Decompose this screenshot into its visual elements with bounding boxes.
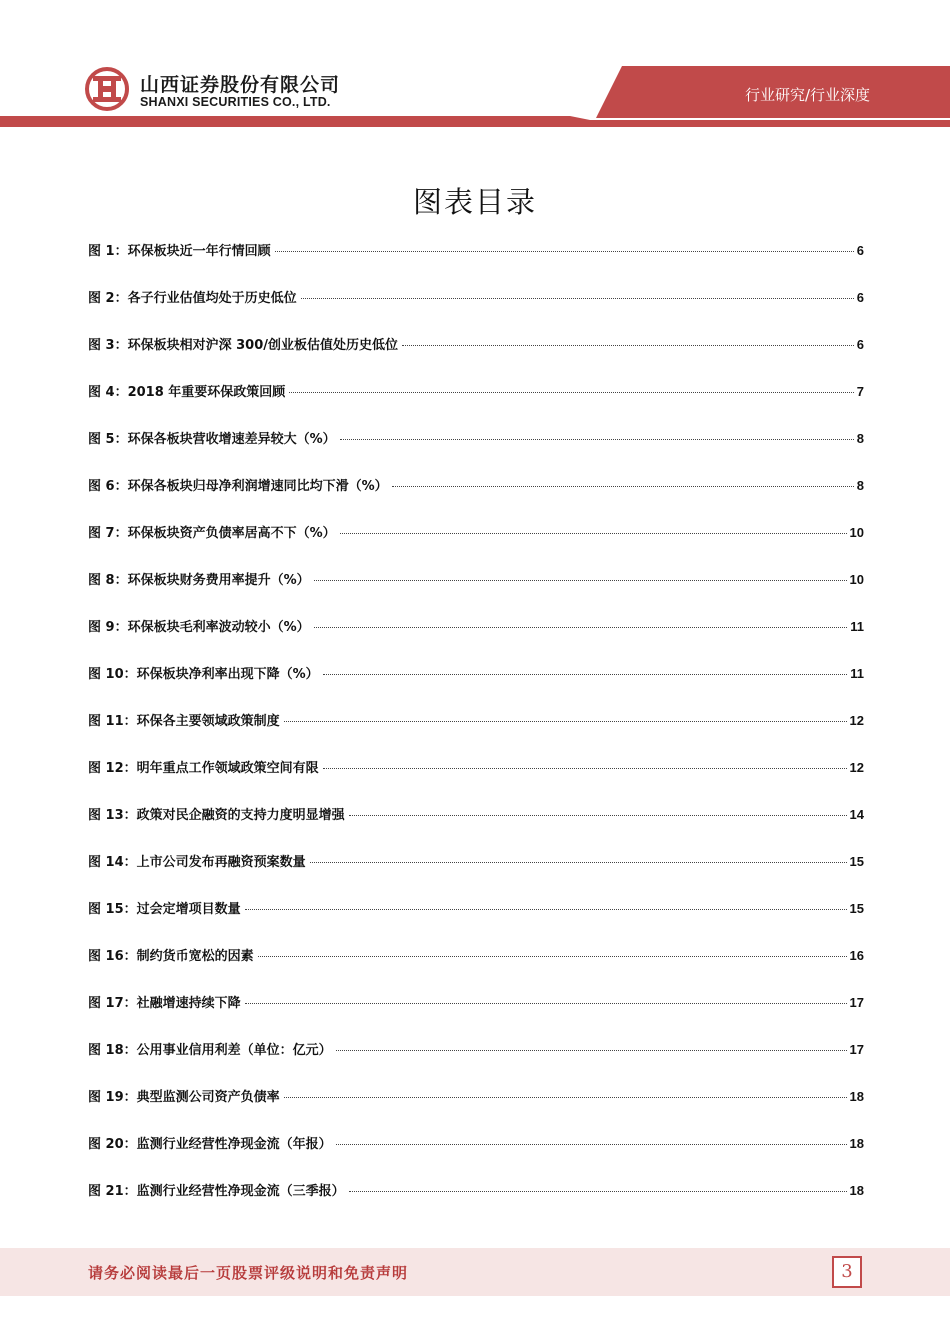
toc-entry-page: 16 xyxy=(849,948,864,963)
toc-entry-label: 图 13：政策对民企融资的支持力度明显增强 xyxy=(88,808,345,823)
toc-entry[interactable] xyxy=(88,287,864,334)
toc-entry-label: 图 8：环保板块财务费用率提升（%） xyxy=(88,573,310,588)
toc-leader-dots xyxy=(284,1097,847,1098)
toc-entry[interactable] xyxy=(88,381,864,428)
toc-entry[interactable] xyxy=(88,710,864,757)
toc-entry[interactable] xyxy=(88,334,864,381)
toc-entry-page: 15 xyxy=(849,854,864,869)
toc-entry-page: 10 xyxy=(849,525,864,540)
toc-entry[interactable] xyxy=(88,945,864,992)
toc-entry[interactable] xyxy=(88,240,864,287)
toc-entry[interactable] xyxy=(88,757,864,804)
toc-entry[interactable] xyxy=(88,851,864,898)
toc-leader-dots xyxy=(314,580,847,581)
toc-leader-dots xyxy=(314,627,848,628)
toc-leader-dots xyxy=(349,1191,847,1192)
toc-leader-dots xyxy=(289,392,853,393)
toc-entry-page: 6 xyxy=(856,337,864,352)
toc-leader-dots xyxy=(301,298,854,299)
toc-entry-page: 8 xyxy=(856,431,864,446)
disclaimer-text: 请务必阅读最后一页股票评级说明和免责声明 xyxy=(88,1264,409,1282)
toc-entry-page: 8 xyxy=(856,478,864,493)
toc-entry[interactable] xyxy=(88,616,864,663)
toc-entry-label: 图 10：环保板块净利率出现下降（%） xyxy=(88,667,319,682)
toc-entry-label: 图 15：过会定增项目数量 xyxy=(88,902,241,917)
toc-entry-page: 10 xyxy=(849,572,864,587)
toc-entry-page: 17 xyxy=(849,995,864,1010)
toc-entry-page: 18 xyxy=(849,1089,864,1104)
toc-leader-dots xyxy=(402,345,854,346)
toc-entry-page: 14 xyxy=(849,807,864,822)
toc-entry[interactable] xyxy=(88,522,864,569)
page-number: 3 xyxy=(832,1256,862,1288)
toc-entry-page: 12 xyxy=(849,760,864,775)
toc-entry-label: 图 5：环保各板块营收增速差异较大（%） xyxy=(88,432,336,447)
toc-entry-label: 图 7：环保板块资产负债率居高不下（%） xyxy=(88,526,336,541)
page-footer xyxy=(0,1248,950,1296)
toc-title: 图表目录 xyxy=(412,185,537,219)
page-header xyxy=(0,0,950,130)
toc-entry[interactable] xyxy=(88,1039,864,1086)
toc-entry-label: 图 18：公用事业信用利差（单位：亿元） xyxy=(88,1043,332,1058)
toc-leader-dots xyxy=(340,533,847,534)
toc-entry-page: 11 xyxy=(850,619,864,634)
toc-leader-dots xyxy=(349,815,847,816)
toc-leader-dots xyxy=(284,721,847,722)
header-band xyxy=(0,0,950,130)
toc-entry-page: 6 xyxy=(856,243,864,258)
toc-entry-label: 图 19：典型监测公司资产负债率 xyxy=(88,1090,280,1105)
toc-entry-label: 图 14：上市公司发布再融资预案数量 xyxy=(88,855,306,870)
toc-entry-label: 图 1：环保板块近一年行情回顾 xyxy=(88,244,271,259)
toc-entry[interactable] xyxy=(88,475,864,522)
toc-entry[interactable] xyxy=(88,804,864,851)
toc-entry-page: 15 xyxy=(849,901,864,916)
toc-leader-dots xyxy=(323,768,847,769)
toc-leader-dots xyxy=(258,956,847,957)
toc-leader-dots xyxy=(245,1003,847,1004)
toc-entry-label: 图 12：明年重点工作领域政策空间有限 xyxy=(88,761,319,776)
toc-leader-dots xyxy=(336,1050,847,1051)
toc-entry-page: 17 xyxy=(849,1042,864,1057)
company-name-en: SHANXI SECURITIES CO., LTD. xyxy=(140,95,331,109)
toc-entry-page: 6 xyxy=(856,290,864,305)
toc-entry[interactable] xyxy=(88,1086,864,1133)
report-category: 行业研究/行业深度 xyxy=(744,86,870,104)
toc-leader-dots xyxy=(323,674,848,675)
toc-entry-label: 图 2：各子行业估值均处于历史低位 xyxy=(88,291,297,306)
toc-leader-dots xyxy=(275,251,854,252)
toc-entry-label: 图 11：环保各主要领域政策制度 xyxy=(88,714,280,729)
toc-entry-label: 图 3：环保板块相对沪深 300/创业板估值处历史低位 xyxy=(88,338,398,353)
toc-leader-dots xyxy=(340,439,854,440)
toc-entry-label: 图 6：环保各板块归母净利润增速同比均下滑（%） xyxy=(88,479,388,494)
toc-entry-label: 图 9：环保板块毛利率波动较小（%） xyxy=(88,620,310,635)
toc-entry-page: 11 xyxy=(850,666,864,681)
toc-entry[interactable] xyxy=(88,1133,864,1180)
company-name-cn: 山西证券股份有限公司 xyxy=(140,74,341,96)
toc-entry-label: 图 17：社融增速持续下降 xyxy=(88,996,241,1011)
toc-entry[interactable] xyxy=(88,663,864,710)
toc-entry-page: 12 xyxy=(849,713,864,728)
company-logo-icon xyxy=(84,66,130,112)
toc-entry-page: 7 xyxy=(856,384,864,399)
toc-entry[interactable] xyxy=(88,898,864,945)
toc-leader-dots xyxy=(245,909,847,910)
toc-leader-dots xyxy=(310,862,847,863)
toc-entry-label: 图 16：制约货币宽松的因素 xyxy=(88,949,254,964)
toc-entry-label: 图 21：监测行业经营性净现金流（三季报） xyxy=(88,1184,345,1199)
toc-entry[interactable] xyxy=(88,569,864,616)
toc-entry-label: 图 4：2018 年重要环保政策回顾 xyxy=(88,385,286,400)
toc-entry-page: 18 xyxy=(849,1183,864,1198)
toc-entry[interactable] xyxy=(88,428,864,475)
toc-leader-dots xyxy=(336,1144,847,1145)
toc-leader-dots xyxy=(392,486,854,487)
toc-list xyxy=(88,240,864,1227)
toc-entry-label: 图 20：监测行业经营性净现金流（年报） xyxy=(88,1137,332,1152)
toc-entry-page: 18 xyxy=(849,1136,864,1151)
toc-entry[interactable] xyxy=(88,1180,864,1227)
toc-entry[interactable] xyxy=(88,992,864,1039)
